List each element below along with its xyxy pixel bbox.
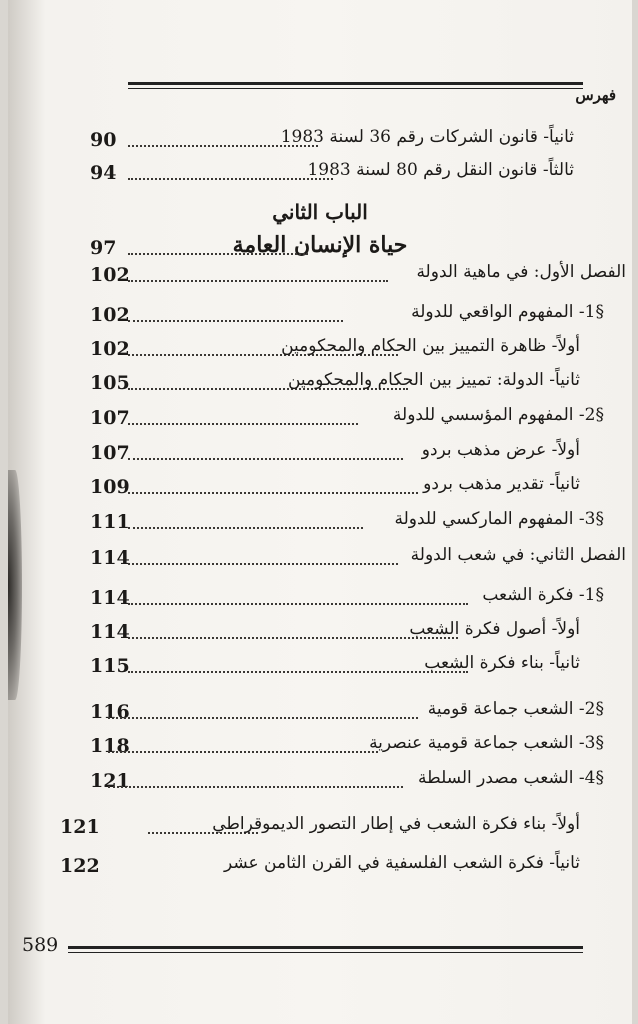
- footer-rule-thin: [68, 952, 583, 953]
- toc-entry: [8, 768, 632, 798]
- toc-dot-leader: [108, 776, 403, 788]
- toc-page-number: 116: [90, 701, 130, 723]
- toc-entry: [8, 336, 632, 366]
- part-heading: الباب الثاني: [272, 200, 368, 224]
- toc-page-number: 118: [90, 735, 130, 757]
- toc-page-number: 97: [90, 237, 117, 259]
- toc-dot-leader: [128, 310, 343, 322]
- toc-page-number: 107: [90, 407, 130, 429]
- part-title-heading: حياة الإنسان العامة: [232, 232, 408, 258]
- toc-dot-leader: [128, 593, 468, 605]
- toc-page-number: 102: [90, 338, 130, 360]
- toc-entry-title: §1- المفهوم الواقعي للدولة: [411, 302, 604, 322]
- toc-page-number: 115: [90, 655, 130, 677]
- toc-page-number: 114: [90, 621, 130, 643]
- toc-entry: [8, 853, 632, 883]
- toc-entry: [8, 474, 632, 504]
- toc-entry-title: §4- الشعب مصدر السلطة: [418, 768, 604, 788]
- toc-dot-leader: [128, 661, 468, 673]
- toc-page-number: 114: [90, 547, 130, 569]
- toc-page-number: 122: [60, 855, 100, 877]
- toc-entry-title: ثانياً- الدولة: تمييز بين الحكام والمحكومين: [287, 370, 580, 390]
- toc-entry: [8, 235, 632, 265]
- toc-page-number: 109: [90, 476, 130, 498]
- toc-entry: [8, 160, 632, 190]
- toc-dot-leader: [128, 553, 398, 565]
- toc-dot-leader: [128, 448, 403, 460]
- toc-entry: [8, 127, 632, 157]
- page-number: 589: [22, 934, 59, 956]
- toc-dot-leader: [128, 413, 358, 425]
- toc-entry-title: أولاً- أصول فكرة الشعب: [409, 619, 580, 639]
- footer-rule: [68, 946, 583, 949]
- toc-entry: [8, 699, 632, 729]
- toc-entry-title: ثانياً- تقدير مذهب بردو: [423, 474, 580, 494]
- toc-entry: [8, 585, 632, 615]
- toc-dot-leader: [108, 707, 418, 719]
- toc-entry: [8, 653, 632, 683]
- toc-dot-leader: [128, 270, 388, 282]
- toc-entry-title: الفصل الثاني: في شعب الدولة: [410, 545, 626, 565]
- toc-entry: [8, 302, 632, 332]
- toc-entry-title: الفصل الأول: في ماهية الدولة: [416, 262, 626, 282]
- toc-entry: [8, 370, 632, 400]
- toc-entry-title: أولاً- بناء فكرة الشعب في إطار التصور الديموقراطي: [212, 814, 580, 834]
- toc-page-number: 114: [90, 587, 130, 609]
- toc-entry-title: ثالثاً- قانون النقل رقم 80 لسنة 1983: [307, 160, 574, 180]
- toc-entry-title: أولاً- ظاهرة التمييز بين الحكام والمحكومين: [281, 336, 580, 356]
- toc-entry-title: ثانياً- فكرة الشعب الفلسفية في القرن الثامن عشر: [223, 853, 580, 873]
- toc-entry: [8, 405, 632, 435]
- toc-page-number: 105: [90, 372, 130, 394]
- toc-entry-title: §2- الشعب جماعة قومية: [427, 699, 604, 719]
- toc-page-number: 121: [90, 770, 130, 792]
- toc-entry-title: §3- المفهوم الماركسي للدولة: [394, 509, 604, 529]
- toc-page-number: 90: [90, 129, 117, 151]
- toc-page-number: 102: [90, 304, 130, 326]
- toc-entry: [8, 440, 632, 470]
- toc-page-number: 107: [90, 442, 130, 464]
- toc-dot-leader: [128, 168, 333, 180]
- toc-entry: [8, 509, 632, 539]
- toc-entry-title: ثانياً- بناء فكرة الشعب: [424, 653, 580, 673]
- toc-dot-leader: [128, 482, 418, 494]
- toc-dot-leader: [128, 243, 308, 255]
- toc-page-number: 111: [90, 511, 130, 533]
- toc-entry: [8, 545, 632, 575]
- toc-dot-leader: [128, 517, 363, 529]
- toc-page-number: 102: [90, 264, 130, 286]
- toc-entry: [8, 733, 632, 763]
- table-of-contents: [8, 0, 632, 1024]
- toc-entry: [8, 814, 632, 844]
- toc-page-number: 94: [90, 162, 117, 184]
- toc-dot-leader: [108, 741, 378, 753]
- toc-entry-title: §1- فكرة الشعب: [482, 585, 604, 605]
- toc-entry-title: §3- الشعب جماعة قومية عنصرية: [369, 733, 604, 753]
- toc-entry-title: ثانياً- قانون الشركات رقم 36 لسنة 1983: [280, 127, 574, 147]
- toc-entry: [8, 262, 632, 292]
- toc-entry: [8, 619, 632, 649]
- toc-entry-title: §2- المفهوم المؤسسي للدولة: [392, 405, 604, 425]
- page-header-title: فهرس: [575, 86, 616, 104]
- document-page: [8, 0, 632, 1024]
- toc-entry-title: أولاً- عرض مذهب بردو: [421, 440, 580, 460]
- toc-page-number: 121: [60, 816, 100, 838]
